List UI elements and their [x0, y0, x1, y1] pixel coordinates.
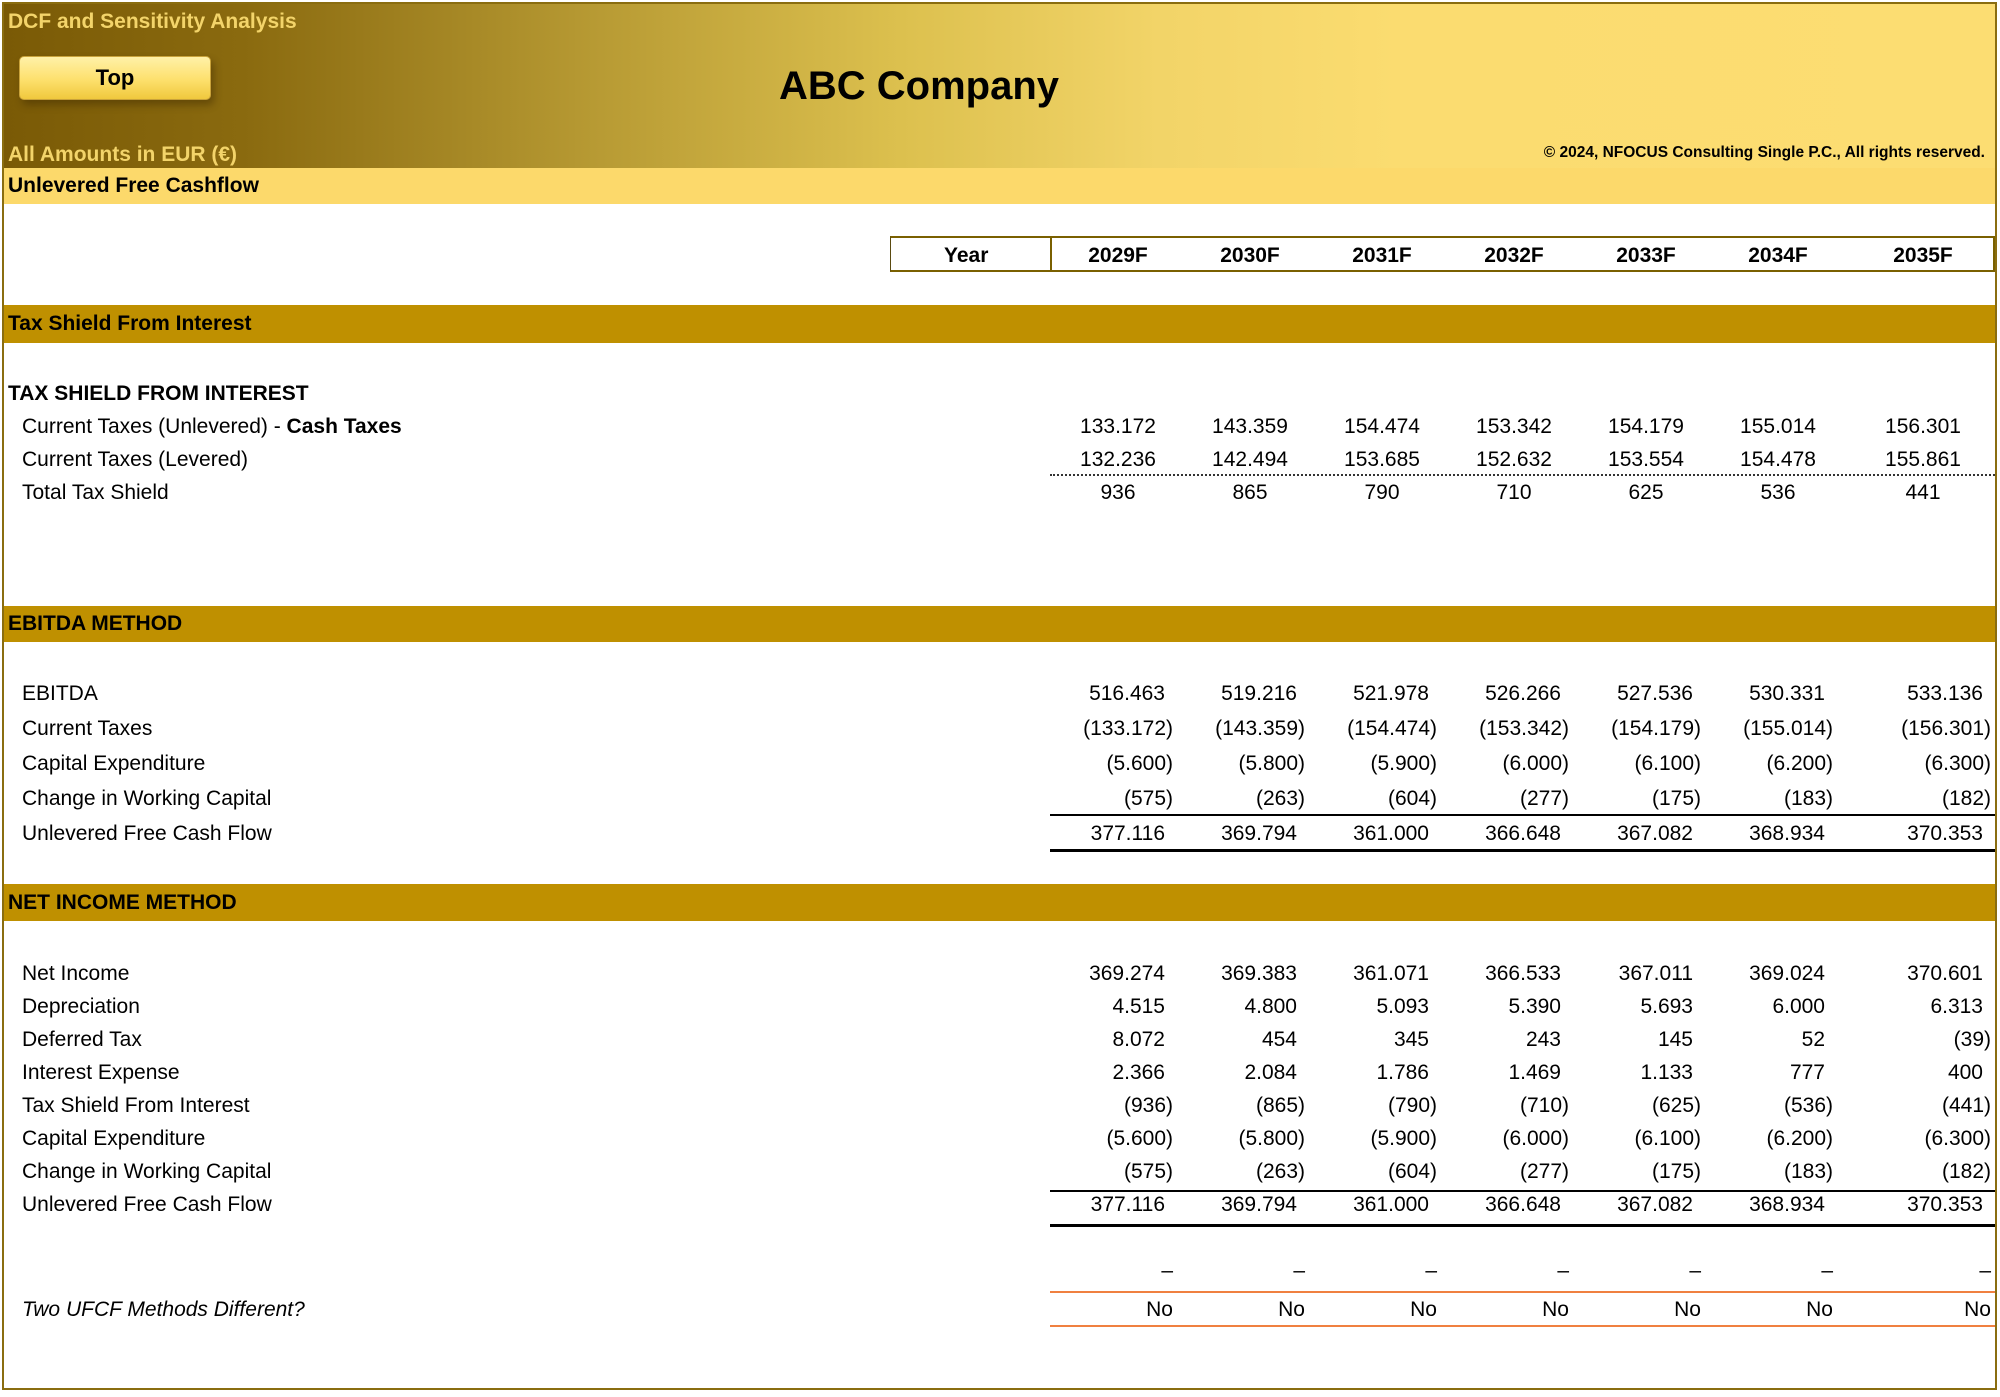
year-label: Year — [944, 244, 989, 267]
tax-row-label — [22, 481, 169, 505]
check-cell: No — [1964, 1298, 1991, 1321]
tax-total-rule — [1050, 474, 1995, 476]
section-ebitda-method: EBITDA METHOD — [4, 606, 1995, 642]
ebitda-cell: (182) — [1941, 787, 1991, 810]
ni-cell: 361.000 — [1353, 1193, 1429, 1216]
ni-cell: (5.600) — [1106, 1127, 1173, 1150]
ebitda-cell: (155.014) — [1743, 717, 1833, 740]
ebitda-cell: 527.536 — [1617, 682, 1693, 705]
section-tax-shield: Tax Shield From Interest — [4, 305, 1995, 343]
ebitda-cell: 370.353 — [1907, 822, 1983, 845]
ni-cell: 369.383 — [1221, 962, 1297, 985]
company-name: ABC Company — [779, 64, 1060, 108]
ni-cell: 369.794 — [1221, 1193, 1297, 1216]
ni-cell: 2.084 — [1244, 1061, 1297, 1084]
tax-cell: 153.554 — [1608, 448, 1684, 471]
ebitda-cell: (133.172) — [1083, 717, 1173, 740]
ni-cell: 4.800 — [1244, 995, 1297, 1018]
tax-row-label — [22, 448, 248, 472]
tax-row-label-text: Current Taxes (Levered) — [22, 448, 249, 471]
ni-cell: (175) — [1651, 1160, 1701, 1183]
tax-row-label-emphasis: Cash Taxes — [286, 415, 402, 438]
ni-cell: 400 — [1947, 1061, 1983, 1084]
tax-cell: 156.301 — [1885, 415, 1961, 438]
ebitda-cell: (263) — [1255, 787, 1305, 810]
tax-row-label — [22, 415, 402, 439]
ni-row-label — [22, 995, 140, 1019]
year-header-2031F: 2031F — [1352, 244, 1412, 267]
ni-cell: (536) — [1783, 1094, 1833, 1117]
ni-cell: 370.353 — [1907, 1193, 1983, 1216]
ebitda-row-label — [22, 787, 271, 811]
ni-total-rule — [1050, 1224, 1995, 1227]
ni-cell: 366.533 — [1485, 962, 1561, 985]
check-cell: No — [1410, 1298, 1437, 1321]
difference-cell: – — [1425, 1259, 1437, 1282]
ni-cell: 243 — [1525, 1028, 1561, 1051]
ebitda-row-label-text: Current Taxes — [22, 717, 153, 740]
tax-row-label-text: Current Taxes (Unlevered) - — [22, 415, 287, 438]
ni-cell: 2.366 — [1112, 1061, 1165, 1084]
check-label: Two UFCF Methods Different? — [22, 1298, 305, 1321]
ni-cell: (865) — [1255, 1094, 1305, 1117]
difference-cell: – — [1557, 1259, 1569, 1282]
tax-cell: 536 — [1760, 481, 1796, 504]
tax-cell: 142.494 — [1212, 448, 1288, 471]
check-top-rule — [1050, 1291, 1995, 1293]
tax-cell: 790 — [1364, 481, 1400, 504]
check-cell: No — [1674, 1298, 1701, 1321]
ni-cell: (182) — [1941, 1160, 1991, 1183]
tax-cell: 625 — [1628, 481, 1664, 504]
ni-row-label-text: Capital Expenditure — [22, 1127, 206, 1150]
difference-cell: – — [1821, 1259, 1833, 1282]
tax-cell: 710 — [1496, 481, 1532, 504]
ni-cell: 370.601 — [1907, 962, 1983, 985]
ni-row-label — [22, 1094, 250, 1118]
ni-cell: 8.072 — [1112, 1028, 1165, 1051]
ebitda-cell: 526.266 — [1485, 682, 1561, 705]
year-header-2032F: 2032F — [1484, 244, 1544, 267]
ni-row-label — [22, 1193, 272, 1217]
ni-cell: (625) — [1651, 1094, 1701, 1117]
ni-cell: (710) — [1519, 1094, 1569, 1117]
ni-cell: 368.934 — [1749, 1193, 1825, 1216]
ni-cell: (6.100) — [1634, 1127, 1701, 1150]
tax-cell: 154.179 — [1608, 415, 1684, 438]
ni-cell: 6.000 — [1772, 995, 1825, 1018]
check-cell: No — [1542, 1298, 1569, 1321]
year-header-2033F: 2033F — [1616, 244, 1676, 267]
tax-cell: 155.014 — [1740, 415, 1816, 438]
ebitda-cell: 367.082 — [1617, 822, 1693, 845]
ni-cell: 345 — [1393, 1028, 1429, 1051]
year-header-2034F: 2034F — [1748, 244, 1808, 267]
spreadsheet-sheet — [2, 2, 1997, 1390]
year-header-2030F: 2030F — [1220, 244, 1280, 267]
ni-cell: 377.116 — [1090, 1193, 1165, 1216]
ni-row-label — [22, 1127, 205, 1151]
ebitda-cell: (6.000) — [1502, 752, 1569, 775]
ni-cell: (790) — [1387, 1094, 1437, 1117]
ni-row-label — [22, 1061, 180, 1085]
ni-cell: 5.390 — [1508, 995, 1561, 1018]
ni-cell: (277) — [1519, 1160, 1569, 1183]
ebitda-cell: (6.100) — [1634, 752, 1701, 775]
ni-row-label-text: Depreciation — [22, 995, 140, 1018]
ebitda-cell: 366.648 — [1485, 822, 1561, 845]
ni-cell: 367.011 — [1618, 962, 1693, 985]
ni-cell: (183) — [1783, 1160, 1833, 1183]
tax-cell: 143.359 — [1212, 415, 1288, 438]
difference-cell: – — [1979, 1259, 1991, 1282]
ni-cell: (441) — [1941, 1094, 1991, 1117]
ebitda-row-label — [22, 822, 272, 846]
ni-row-label — [22, 1160, 271, 1184]
ebitda-cell: (154.179) — [1611, 717, 1701, 740]
ni-cell: 361.071 — [1353, 962, 1429, 985]
ni-cell: 777 — [1789, 1061, 1825, 1084]
ni-row-label-text: Net Income — [22, 962, 130, 985]
ebitda-cell: 530.331 — [1749, 682, 1825, 705]
tax-cell: 133.172 — [1080, 415, 1156, 438]
ebitda-cell: (6.300) — [1924, 752, 1991, 775]
ebitda-cell: (604) — [1387, 787, 1437, 810]
tax-cell: 153.685 — [1344, 448, 1420, 471]
ebitda-cell: (5.900) — [1370, 752, 1437, 775]
ni-cell: (5.800) — [1238, 1127, 1305, 1150]
ni-cell: 5.093 — [1376, 995, 1429, 1018]
year-header-2029F: 2029F — [1088, 244, 1148, 267]
check-bottom-rule — [1050, 1325, 1995, 1327]
difference-cell: – — [1689, 1259, 1701, 1282]
check-cell: No — [1146, 1298, 1173, 1321]
tax-cell: 154.478 — [1740, 448, 1816, 471]
ebitda-cell: (575) — [1123, 787, 1173, 810]
ni-cell: (6.000) — [1502, 1127, 1569, 1150]
ebitda-cell: 368.934 — [1749, 822, 1825, 845]
ebitda-cell: (5.800) — [1238, 752, 1305, 775]
sheet-title: DCF and Sensitivity Analysis — [8, 10, 297, 33]
ebitda-row-label-text: Unlevered Free Cash Flow — [22, 822, 272, 845]
tax-shield-header: TAX SHIELD FROM INTEREST — [8, 382, 309, 405]
tax-cell: 154.474 — [1344, 415, 1420, 438]
ni-cell: 454 — [1261, 1028, 1297, 1051]
tax-cell: 152.632 — [1476, 448, 1552, 471]
tax-cell: 132.236 — [1080, 448, 1156, 471]
ebitda-cell: (5.600) — [1106, 752, 1173, 775]
ni-cell: 145 — [1657, 1028, 1693, 1051]
ebitda-row-label — [22, 717, 152, 741]
ni-cell: 52 — [1801, 1028, 1825, 1051]
ni-cell: (575) — [1123, 1160, 1173, 1183]
ebitda-cell: (143.359) — [1215, 717, 1305, 740]
tax-cell: 153.342 — [1476, 415, 1552, 438]
ni-cell: 4.515 — [1112, 995, 1165, 1018]
ebitda-row-label-text: Capital Expenditure — [22, 752, 206, 775]
check-cell: No — [1806, 1298, 1833, 1321]
ni-subtotal-rule — [1050, 1190, 1995, 1192]
ni-cell: (604) — [1387, 1160, 1437, 1183]
ni-cell: (936) — [1123, 1094, 1173, 1117]
ni-row-label-text: Interest Expense — [22, 1061, 180, 1084]
ebitda-cell: 369.794 — [1221, 822, 1297, 845]
ni-cell: 369.274 — [1089, 962, 1165, 985]
ebitda-cell: 377.116 — [1090, 822, 1165, 845]
section-unlevered-free-cashflow: Unlevered Free Cashflow — [4, 168, 1995, 204]
ni-row-label — [22, 962, 129, 986]
ebitda-cell: (277) — [1519, 787, 1569, 810]
ni-cell: 1.469 — [1508, 1061, 1561, 1084]
tax-cell: 865 — [1232, 481, 1268, 504]
ni-cell: 367.082 — [1617, 1193, 1693, 1216]
ebitda-row-label-text: EBITDA — [22, 682, 98, 705]
ebitda-cell: 519.216 — [1221, 682, 1297, 705]
ni-cell: 5.693 — [1640, 995, 1693, 1018]
ni-row-label — [22, 1028, 142, 1052]
ebitda-row-label — [22, 682, 98, 706]
ni-cell: 6.313 — [1930, 995, 1983, 1018]
ni-cell: 1.133 — [1640, 1061, 1693, 1084]
ni-cell: (5.900) — [1370, 1127, 1437, 1150]
ebitda-total-rule — [1050, 849, 1995, 852]
tax-cell: 936 — [1100, 481, 1136, 504]
ebitda-subtotal-rule — [1050, 814, 1995, 816]
ebitda-cell: (156.301) — [1901, 717, 1991, 740]
ni-row-label-text: Unlevered Free Cash Flow — [22, 1193, 272, 1216]
ni-cell: (39) — [1953, 1028, 1991, 1051]
year-header-2035F: 2035F — [1893, 244, 1953, 267]
amounts-note: All Amounts in EUR (€) — [8, 143, 238, 166]
ni-cell: (6.200) — [1766, 1127, 1833, 1150]
ni-cell: 366.648 — [1485, 1193, 1561, 1216]
top-button[interactable]: Top — [19, 56, 211, 100]
ebitda-cell: 533.136 — [1907, 682, 1983, 705]
ni-cell: (263) — [1255, 1160, 1305, 1183]
ni-cell: (6.300) — [1924, 1127, 1991, 1150]
tax-cell: 155.861 — [1885, 448, 1961, 471]
check-cell: No — [1278, 1298, 1305, 1321]
ebitda-cell: (154.474) — [1347, 717, 1437, 740]
ebitda-cell: 361.000 — [1353, 822, 1429, 845]
tax-cell: 441 — [1905, 481, 1941, 504]
ebitda-cell: (175) — [1651, 787, 1701, 810]
header-banner — [4, 4, 1995, 168]
ebitda-cell: (183) — [1783, 787, 1833, 810]
section-net-income-method: NET INCOME METHOD — [4, 884, 1995, 921]
ni-cell: 369.024 — [1749, 962, 1825, 985]
ebitda-cell: (153.342) — [1479, 717, 1569, 740]
ebitda-cell: 516.463 — [1089, 682, 1165, 705]
ebitda-row-label-text: Change in Working Capital — [22, 787, 272, 810]
difference-cell: – — [1161, 1259, 1173, 1282]
copyright-notice: © 2024, NFOCUS Consulting Single P.C., All rights reserved. — [1543, 144, 1985, 161]
ebitda-row-label — [22, 752, 205, 776]
ni-cell: 1.786 — [1376, 1061, 1429, 1084]
ni-row-label-text: Tax Shield From Interest — [22, 1094, 250, 1117]
ni-row-label-text: Change in Working Capital — [22, 1160, 272, 1183]
difference-cell: – — [1293, 1259, 1305, 1282]
ni-row-label-text: Deferred Tax — [22, 1028, 142, 1051]
ebitda-cell: 521.978 — [1353, 682, 1429, 705]
tax-row-label-text: Total Tax Shield — [22, 481, 169, 504]
ebitda-cell: (6.200) — [1766, 752, 1833, 775]
